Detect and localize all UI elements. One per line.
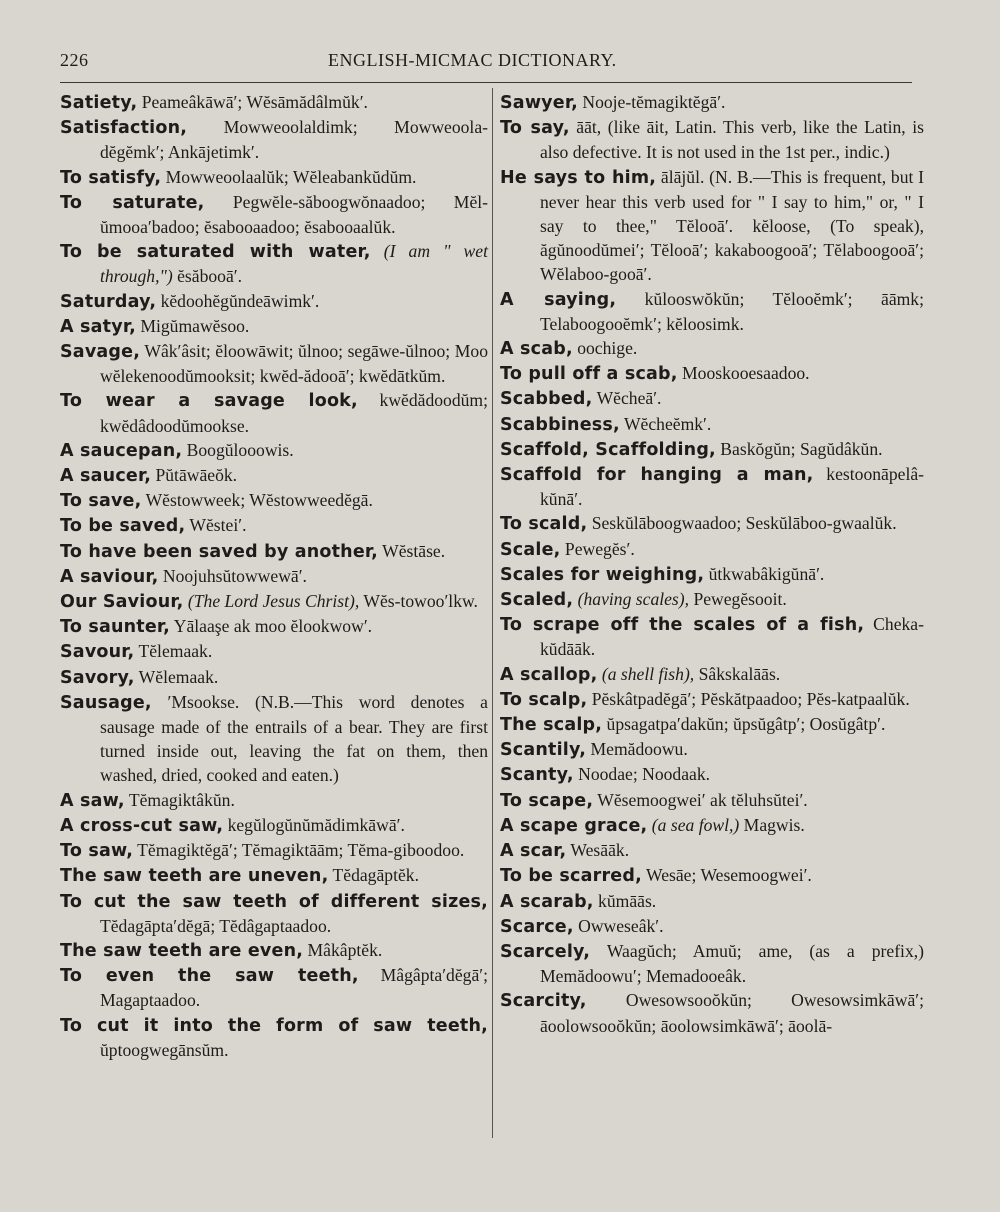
dictionary-entry [500,287,924,336]
dictionary-entry [500,662,924,687]
entry-headword: The saw teeth are uneven, [60,866,329,887]
dictionary-entry [500,612,924,661]
entry-translation: Waagŭch; Amuŭ; ame, (as a prefix,) Memădoowu′; Memadooeâk. [540,940,924,987]
entry-headword: To saw, [60,841,134,862]
entry-headword: A saucer, [60,466,152,487]
entry-translation: ālājŭl. (N. B.—This is frequent, but I never hear this verb used for " I say to him," or, " I say to thee," Tĕlooā′. kĕloose, (To speak), ăgŭnoodŭmei′; Tĕlooā′; kakaboogooā′; Tĕlaboogooā′; Wĕlaboo-gooā′. [540,166,924,285]
column-divider [492,88,493,1138]
entry-italic-note: (I am " wet through,") [100,241,488,287]
entry-headword: Savour, [60,642,135,663]
entry-translation: Nooje-tĕmagiktĕgā′. [577,92,726,112]
entry-translation: Tĕmagiktĕgā′; Tĕmagiktāām; Tĕma-giboodoo. [133,840,465,861]
entry-headword: A scape grace, [500,815,648,836]
entry-headword: Scaffold, Scaffolding, [500,439,716,460]
entry-headword: A scallop, [500,664,598,685]
entry-translation: Noojuhsŭtowwewā′. [158,565,307,586]
entry-spacer [371,241,384,261]
dictionary-entry [60,1013,488,1062]
dictionary-entry [60,289,488,314]
dictionary-entry [60,838,488,863]
dictionary-entry [60,388,488,437]
dictionary-entry [60,513,488,538]
entry-translation: Owesowsooŏkŭn; Owesowsimkāwā′; āoolowsooŏkŭn; āoolowsimkāwā′; āoolā- [540,990,924,1036]
dictionary-entry [60,788,488,813]
entry-translation: Mâgâpta′dĕgā′; Magaptaadoo. [100,965,488,1011]
dictionary-entry [500,336,924,361]
entry-headword: A saviour, [60,566,159,587]
header-rule [60,82,912,83]
entry-translation: kŭmāās. [593,890,657,911]
entry-headword: To be saturated with water, [60,242,371,263]
entry-headword: A scar, [500,841,567,862]
entry-translation: Wĕs-towoo′lkw. [359,591,478,612]
dictionary-entry [60,813,488,838]
entry-headword: Scabbed, [500,389,593,410]
dictionary-entry [60,339,488,388]
entry-translation: Baskŏgŭn; Sagŭdâkŭn. [715,438,883,459]
entry-headword: To be saved, [60,516,186,537]
entry-translation: Wĕstāse. [378,540,446,561]
entry-translation: ŭptoogwegānsŭm. [100,1039,229,1060]
dictionary-entry [60,665,488,690]
entry-translation: Magwis. [739,814,805,835]
entry-translation: ′Msookse. (N.B.—This word denotes a sausage made of the entrails of a bear. They are first turned inside out, leaving the fat on them, then washed, dried, cooked and eaten.) [100,691,488,786]
entry-translation: Migŭmawĕsoo. [135,315,250,336]
entry-headword: Saturday, [60,291,157,312]
entry-headword: A saying, [500,289,617,310]
dictionary-entry [500,813,924,838]
entry-translation: kŭlooswŏkŭn; Tĕlooĕmk′; āāmk; Telaboogooĕmk′; kĕloosimk. [540,288,924,334]
entry-headword: To cut the saw teeth of different sizes, [60,891,488,912]
entry-headword: To even the saw teeth, [60,966,359,987]
dictionary-entry [500,788,924,813]
entry-headword: He says to him, [500,167,657,188]
dictionary-entry [500,511,924,536]
entry-headword: To scalp, [500,689,588,710]
dictionary-entry [500,361,924,386]
dictionary-entry [500,562,924,587]
entry-headword: To scald, [500,514,588,535]
entry-translation: Wĕcheĕmk′. [619,413,712,434]
entry-translation: Wĕsemoogwei′ ak tĕluhsŭtei′. [593,789,808,810]
entry-translation: Pŭtāwāeŏk. [151,465,238,486]
entry-translation: ŭpsagatpa′dakŭn; ŭpsŭgâtp′; Oosŭgâtp′. [602,714,886,735]
dictionary-entry [500,889,924,914]
entry-translation: Mowweoolaldimk; Mowweoola-dĕgĕmk′; Ankājetimk′. [100,117,488,163]
entry-translation: Sâkskalāās. [694,663,781,684]
dictionary-entry [500,386,924,411]
entry-headword: A scarab, [500,891,594,912]
entry-italic-note: (a sea fowl,) [651,814,740,835]
entry-italic-note: (The Lord Jesus Christ), [187,591,360,612]
entry-headword: To say, [500,118,570,139]
entry-translation: Pĕskâtpadĕgā′; Pĕskătpaadoo; Pĕs-katpaalŭk. [587,688,910,709]
dictionary-entry [60,438,488,463]
entry-translation: Tĕdagāpta′dĕgā; Tĕdâgaptaadoo. [100,915,332,936]
entry-headword: Scales for weighing, [500,564,705,585]
entry-translation: ŭtkwabâkigŭnā′. [704,563,825,584]
entry-italic-note: (having scales), [577,589,690,610]
dictionary-entry [500,462,924,511]
entry-headword: To wear a savage look, [60,391,358,412]
dictionary-entry [500,838,924,863]
entry-headword: Scarce, [500,916,574,937]
dictionary-entry [60,589,488,614]
dictionary-entry [60,539,488,564]
entry-translation: Pewegĕsooit. [689,589,787,610]
dictionary-entry [60,115,488,164]
entry-translation: Mooskooesaadoo. [677,363,810,384]
dictionary-entry [500,437,924,462]
entry-translation: Wĕcheā′. [592,388,662,409]
dictionary-entry [60,889,488,938]
entry-headword: Satiety, [60,93,138,113]
entry-translation: Cheka-kŭdāāk. [540,614,924,660]
entry-headword: A saw, [60,790,125,811]
entry-headword: To scrape off the scales of a fish, [500,615,865,636]
dictionary-entry [60,863,488,888]
entry-headword: To scape, [500,790,594,811]
entry-translation: āāt, (like āit, Latin. This verb, like the Latin, is also defective. It is not used in the 1st per., indic.) [540,117,924,163]
dictionary-entry [500,90,924,115]
entry-headword: Scanty, [500,765,574,786]
entry-translation: kwĕdădoodŭm; kwĕdâdoodŭmookse. [100,390,489,436]
entry-translation: kestoonāpelâ-kŭnā′. [540,464,925,510]
dictionary-entry [500,687,924,712]
entry-translation: Yālaaşe ak moo ĕlookwow′. [170,616,373,637]
page-number: 226 [60,50,89,70]
dictionary-entry [500,762,924,787]
entry-headword: To save, [60,491,142,512]
entry-translation: Wâk′âsit; ĕloowāwit; ŭlnoo; segāwe-ŭlnoo; Moo wĕlekenoodŭmooksit; kwĕd-ădooā′; kwĕdātkŭm. [100,341,488,387]
entry-translation: Peameâkāwā′; Wĕsāmădâlmŭk′. [137,92,368,112]
entry-headword: To cut it into the form of saw teeth, [60,1015,488,1036]
entry-headword: To be scarred, [500,866,642,887]
entry-headword: To saunter, [60,617,171,638]
dictionary-entry [60,90,488,115]
entry-headword: A saucepan, [60,440,183,461]
entry-translation: oochige. [572,338,638,359]
dictionary-entry [500,737,924,762]
entry-headword: Our Saviour, [60,592,184,613]
dictionary-entry [500,712,924,737]
entry-headword: Sausage, [60,692,152,713]
dictionary-entry [500,115,924,164]
entry-translation: ĕsăbooā′. [172,266,243,287]
entry-headword: To satisfy, [60,167,162,188]
entry-headword: Scabbiness, [500,414,620,435]
entry-translation: Tĕmagiktâkŭn. [124,789,235,810]
entry-headword: To have been saved by another, [60,541,379,562]
entry-translation: Owweseâk′. [573,915,664,936]
dictionary-entry [60,239,488,288]
dictionary-entry [60,963,488,1012]
entry-headword: To saturate, [60,192,205,213]
dictionary-entry [500,988,924,1037]
entry-translation: Tĕdagāptĕk. [328,865,419,886]
dictionary-entry [60,165,488,190]
running-head: ENGLISH-MICMAC DICTIONARY. [328,50,617,70]
entry-translation: kegŭlogŭnŭmădimkāwā′. [223,814,405,835]
entry-translation: Memădoowu. [586,739,688,760]
entry-translation: Wĕstowweek; Wĕstowweedĕgā. [141,490,373,511]
dictionary-entry [500,537,924,562]
right-column [500,90,924,1038]
dictionary-entry [60,314,488,339]
entry-italic-note: (a shell fish), [601,663,695,684]
entry-translation: Wĕlemaak. [134,666,219,687]
entry-headword: Scantily, [500,740,587,761]
entry-headword: To pull off a scab, [500,364,678,385]
dictionary-entry [500,587,924,612]
entry-translation: Mowweoolaalŭk; Wĕleabankŭdŭm. [161,166,417,187]
dictionary-entry [60,938,488,963]
entry-translation: Pewegĕs′. [560,538,635,559]
entry-translation: Wesāe; Wesemoogwei′. [641,865,812,886]
entry-translation: Seskŭlāboogwaadoo; Seskŭlāboo-gwaalŭk. [587,513,897,534]
entry-translation: Pegwĕle-săboogwŏnaadoo; Mĕl-ŭmooa′badoo; ĕsabooaadoo; ĕsabooaalŭk. [100,191,488,238]
dictionary-entry [500,863,924,888]
entry-headword: Satisfaction, [60,118,188,139]
dictionary-entry [60,463,488,488]
dictionary-entry [60,639,488,664]
dictionary-entry [60,488,488,513]
dictionary-entry [60,190,488,239]
entry-headword: Sawyer, [500,93,578,113]
dictionary-entry [60,690,488,788]
entry-headword: Savory, [60,667,135,688]
entry-headword: Scaffold for hanging a man, [500,465,814,486]
dictionary-entry [60,564,488,589]
entry-translation: Wesāāk. [566,840,630,861]
dictionary-entry [500,165,924,287]
entry-headword: Scaled, [500,590,574,611]
dictionary-entry [500,939,924,988]
entry-headword: A satyr, [60,316,136,337]
entry-translation: Wĕstei′. [185,515,247,536]
entry-headword: A scab, [500,339,573,360]
entry-translation: Mâkâptĕk. [303,939,383,960]
dictionary-entry [500,914,924,939]
entry-headword: Scarcity, [500,991,587,1012]
entry-headword: Scarcely, [500,941,591,962]
entry-translation: Boogŭlooowis. [182,439,294,460]
entry-headword: A cross-cut saw, [60,815,224,836]
entry-headword: The scalp, [500,715,603,736]
entry-translation: kĕdoohĕgŭndeāwimk′. [156,290,320,311]
entry-headword: Scale, [500,539,561,560]
entry-headword: Savage, [60,342,141,363]
left-column [60,90,488,1062]
entry-translation: Tĕlemaak. [134,641,213,662]
page-header [60,44,940,74]
dictionary-entry [60,614,488,639]
entry-translation: Noodae; Noodaak. [573,764,711,785]
dictionary-entry [500,412,924,437]
entry-headword: The saw teeth are even, [60,940,304,961]
